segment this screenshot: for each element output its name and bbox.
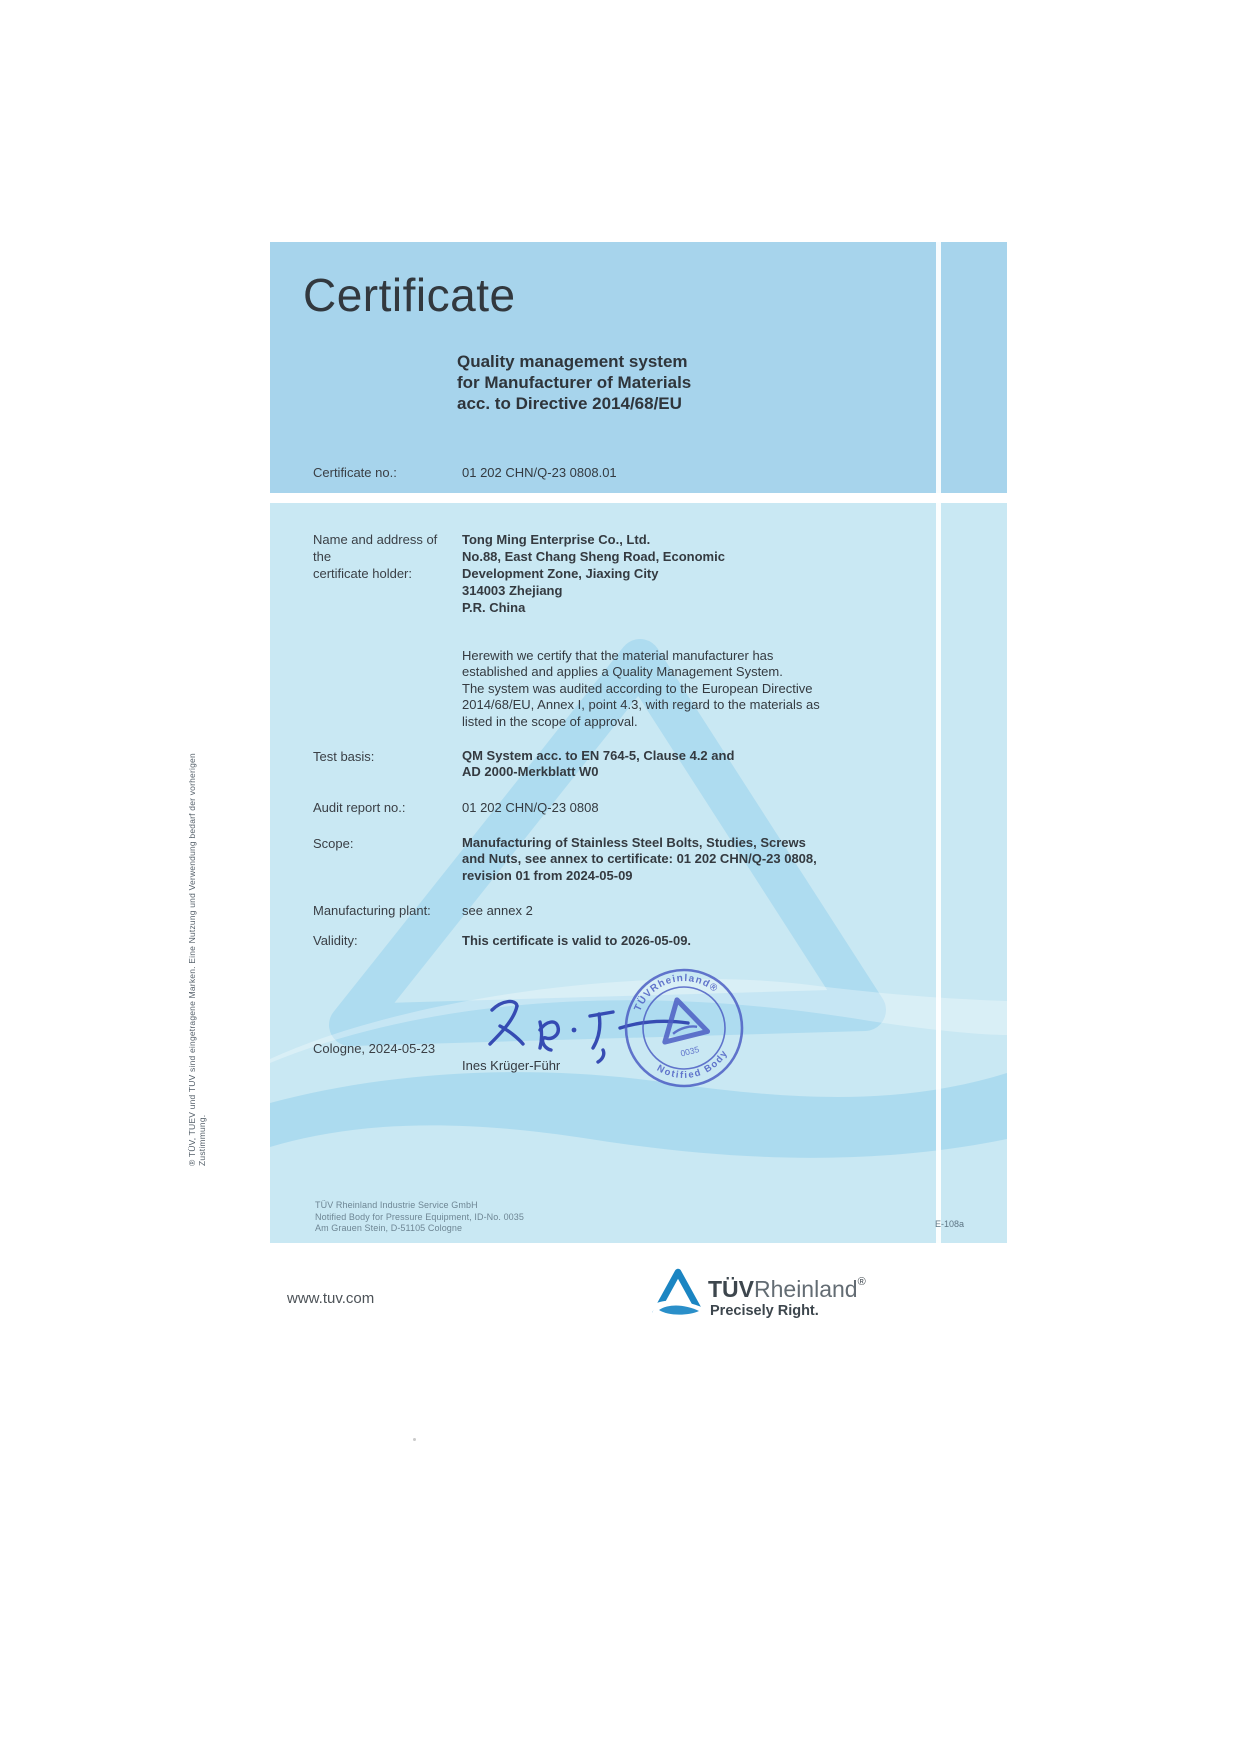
scope-line: and Nuts, see annex to certificate: 01 202 CHN/Q-23 0808, — [462, 851, 817, 867]
scan-speck — [413, 1438, 416, 1441]
test-basis-line: AD 2000-Merkblatt W0 — [462, 764, 599, 780]
subtitle-line: Quality management system — [457, 352, 688, 371]
holder-value — [462, 531, 882, 616]
stamp-top-text: TÜVRheinland® — [632, 972, 721, 1013]
test-basis-value — [462, 748, 882, 781]
holder-name: Tong Ming Enterprise Co., Ltd. — [462, 532, 651, 547]
issuer-line: Notified Body for Pressure Equipment, ID-No. 0035 — [315, 1211, 524, 1222]
test-basis-line: QM System acc. to EN 764-5, Clause 4.2 and — [462, 748, 735, 763]
holder-address-line: 314003 Zhejiang — [462, 583, 563, 598]
certify-line: listed in the scope of approval. — [462, 713, 638, 729]
scope-label: Scope: — [313, 836, 354, 851]
validity-value: This certificate is valid to 2026-05-09. — [462, 933, 692, 948]
holder-address-line: Development Zone, Jiaxing City — [462, 566, 659, 581]
issuer-footer — [315, 1200, 524, 1235]
manufacturing-plant-value: see annex 2 — [462, 903, 533, 918]
brand-bold: TÜV — [708, 1276, 754, 1302]
scope-value — [462, 835, 882, 884]
certify-line: The system was audited according to the European Directive — [462, 680, 813, 696]
signer-name: Ines Krüger-Führ — [462, 1058, 561, 1073]
trademark-side-note: ® TÜV, TUEV und TUV sind eingetragene Marken. Eine Nutzung und Verwendung bedarf der vorherigen Zustimmung. — [187, 753, 207, 1166]
certify-line: 2014/68/EU, Annex I, point 4.3, with regard to the materials as — [462, 697, 820, 713]
test-basis-label: Test basis: — [313, 749, 375, 764]
holder-label-line: certificate holder: — [313, 566, 412, 581]
scope-line: revision 01 from 2024-05-09 — [462, 867, 633, 883]
stamp-bottom-text: Notified Body — [654, 1047, 731, 1082]
place-date: Cologne, 2024-05-23 — [313, 1041, 436, 1056]
subtitle-line: acc. to Directive 2014/68/EU — [457, 394, 682, 413]
certify-paragraph — [462, 648, 902, 730]
audit-report-label: Audit report no.: — [313, 800, 406, 815]
stamp-number: 0035 — [679, 1044, 701, 1059]
holder-address-line: P.R. China — [462, 600, 526, 615]
certificate-title: Certificate — [303, 269, 516, 321]
scan-fold-line — [936, 242, 941, 1243]
subtitle-line: for Manufacturer of Materials — [457, 373, 692, 392]
brand-registered-mark: ® — [857, 1276, 866, 1288]
holder-address-line: No.88, East Chang Sheng Road, Economic — [462, 549, 725, 564]
manufacturing-plant-label: Manufacturing plant: — [313, 903, 431, 918]
certificate-no-label: Certificate no.: — [313, 465, 397, 480]
certificate-no-value: 01 202 CHN/Q-23 0808.01 — [462, 465, 617, 480]
brand-tagline: Precisely Right. — [710, 1303, 819, 1319]
holder-label-line: Name and address of the — [313, 532, 438, 564]
form-code: E-108a — [935, 1219, 965, 1229]
issuer-line: TÜV Rheinland Industrie Service GmbH — [315, 1200, 478, 1210]
certificate-subtitle — [457, 351, 691, 414]
certify-line: Herewith we certify that the material manufacturer has — [462, 648, 774, 663]
validity-label: Validity: — [313, 933, 358, 948]
issuer-line: Am Grauen Stein, D-51105 Cologne — [315, 1223, 463, 1233]
brand-rest: Rheinland — [754, 1276, 858, 1302]
certify-line: established and applies a Quality Management System. — [462, 664, 783, 680]
holder-label — [313, 531, 458, 582]
audit-report-value: 01 202 CHN/Q-23 0808 — [462, 800, 599, 815]
stamp-triangle-icon — [656, 995, 708, 1043]
tuv-rheinland-wordmark — [708, 1276, 866, 1303]
tuv-rheinland-logo-icon — [652, 1268, 704, 1318]
tuv-website-text: www.tuv.com — [287, 1290, 375, 1307]
scope-line: Manufacturing of Stainless Steel Bolts, Studies, Screws — [462, 835, 806, 850]
